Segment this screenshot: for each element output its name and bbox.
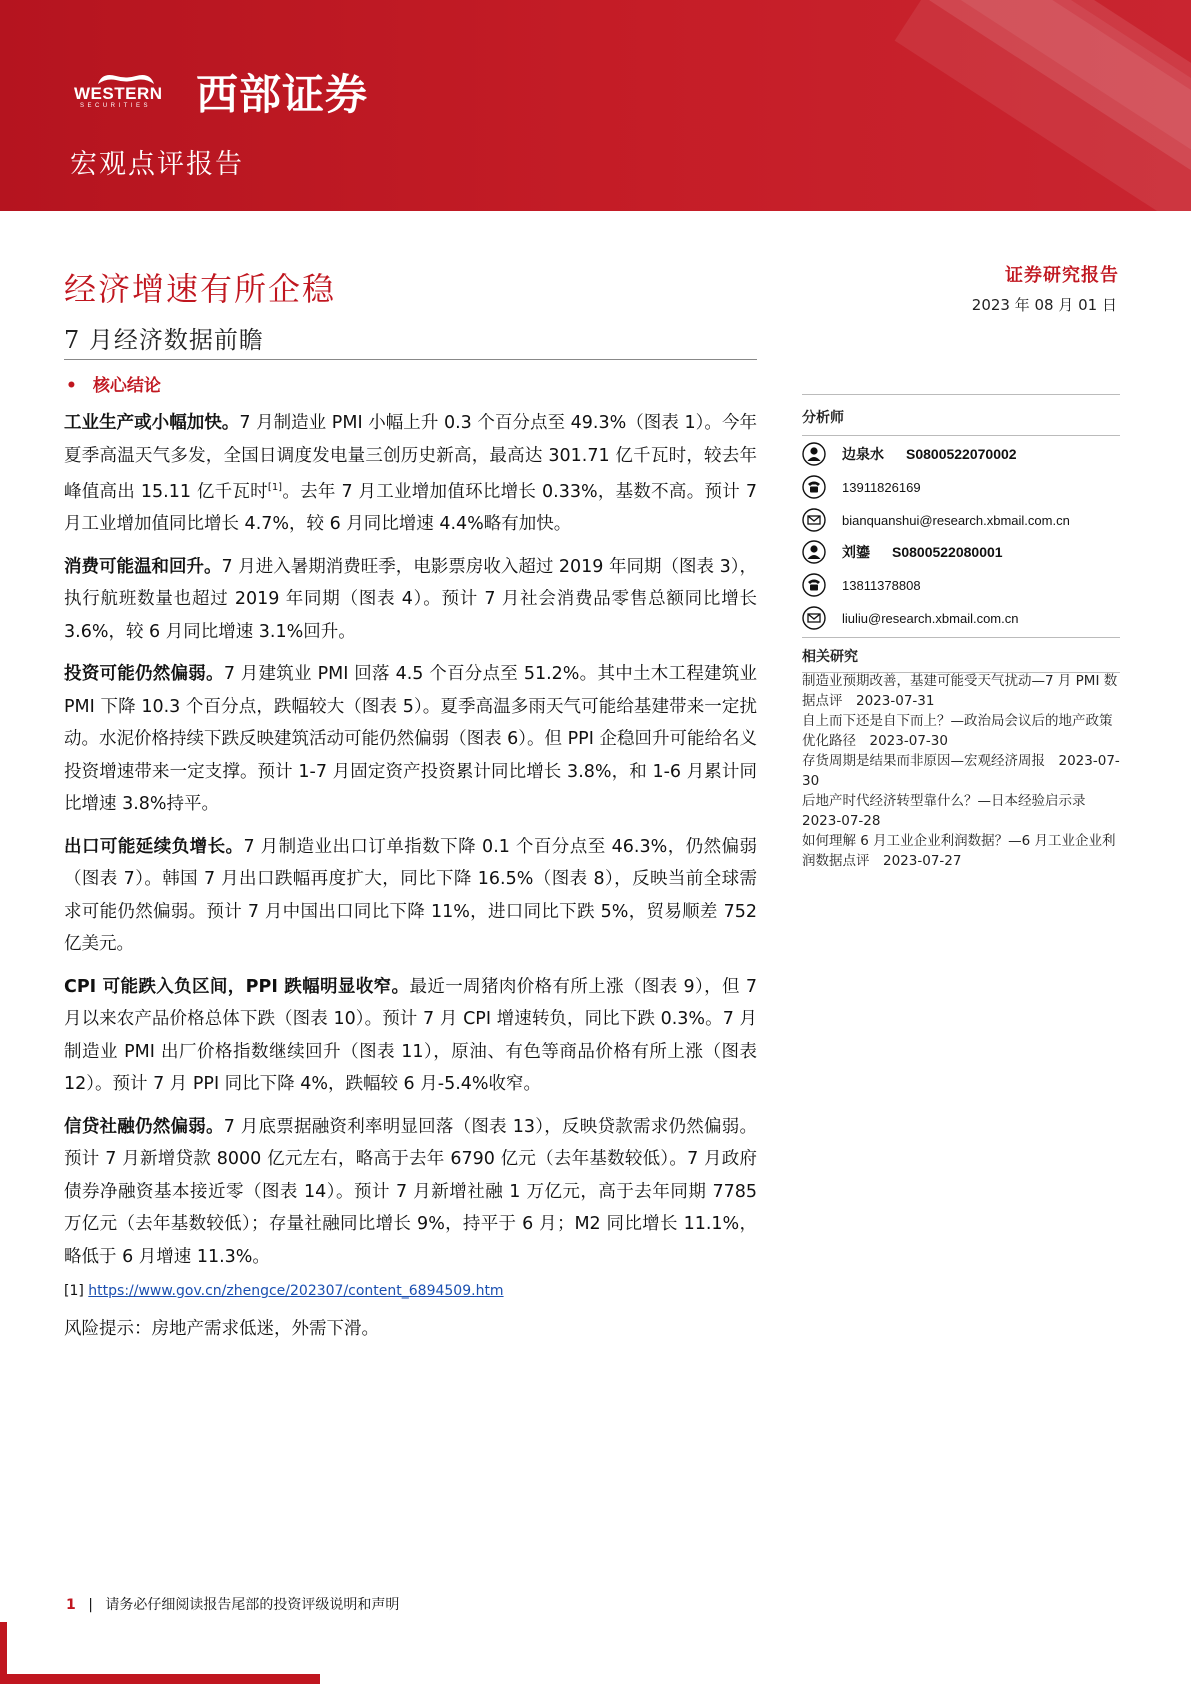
related-research-header — [802, 637, 1120, 673]
related-research-list — [802, 671, 1120, 871]
paragraph-credit — [64, 1111, 757, 1274]
report-body — [64, 407, 757, 1340]
footnote-ref[interactable]: [1] — [267, 482, 283, 493]
logo-english: WESTERN — [74, 84, 163, 103]
page-number: 1 — [66, 1597, 76, 1613]
analyst-license: S0800522070002 — [906, 446, 1017, 462]
analysts-section — [802, 394, 1120, 436]
paragraph-text: 7 月制造业 PMI 小幅上升 0.3 个百分点至 49.3%（图表 1）。今年夏季高温天气多发，全国日调度发电量三创历史新高，最高达 301.71 亿千瓦时，较去年峰值高出 15.11 亿千瓦时 — [64, 413, 757, 502]
paragraph-lead: 工业生产或小幅加快。 — [64, 413, 240, 433]
analyst-phone: 13811378808 — [842, 577, 921, 593]
footnote — [64, 1283, 757, 1299]
analyst-name-row — [802, 537, 1003, 567]
paragraph-lead: 信贷社融仍然偏弱。 — [64, 1116, 224, 1137]
company-logo — [74, 62, 404, 119]
footnote-link[interactable]: https://www.gov.cn/zhengce/202307/content_6894509.htm — [88, 1283, 504, 1300]
paragraph-exports — [64, 831, 757, 961]
banner-stripe — [895, 0, 1191, 211]
page-title: 经济增速有所企稳 — [64, 270, 337, 308]
analyst-email[interactable]: bianquanshui@research.xbmail.com.cn — [842, 512, 1070, 528]
paragraph-lead: CPI 可能跌入负区间，PPI 跌幅明显收窄。 — [64, 976, 410, 997]
paragraph-lead: 出口可能延续负增长。 — [64, 836, 244, 857]
paragraph-industry — [64, 407, 757, 541]
paragraph-prices — [64, 971, 757, 1101]
related-research-item[interactable]: 后地产时代经济转型靠什么？—日本经验启示录 2023-07-28 — [802, 793, 1099, 829]
core-conclusion-heading — [66, 371, 161, 396]
report-date: 2023 年 08 月 01 日 — [971, 296, 1117, 314]
report-tag: 证券研究报告 — [1005, 265, 1119, 286]
footnote-mark: [1] — [64, 1283, 84, 1300]
paragraph-text: 7 月底票据融资利率明显回落（图表 13），反映贷款需求仍然偏弱。预计 7 月新增贷款 8000 亿元左右，略高于去年 6790 亿元（去年基数较低）。7 月政府债券净融资基本接近零（图表 14）。预计 7 月新增社融 1 万亿元，高于去年同期 7785 万亿元（去年基数较低）；存量社融同比增长 9%，持平于 6 月；M2 同比增长 11.1%，略低于 6 月增速 11.3%。 — [64, 1116, 758, 1267]
phone-icon — [802, 475, 826, 499]
phone-icon — [802, 573, 826, 597]
title-divider — [64, 359, 757, 360]
core-conclusion-label: 核心结论 — [92, 376, 161, 396]
analyst-name: 刘鎏 — [842, 544, 870, 560]
paragraph-lead: 投资可能仍然偏弱。 — [64, 664, 224, 685]
section-divider — [802, 637, 1120, 638]
paragraph-text: 7 月进入暑期消费旺季，电影票房收入超过 2019 年同期（图表 3），执行航班数量也超过 2019 年同期（图表 4）。预计 7 月社会消费品零售总额同比增长 3.6%，较 6 月同比增速 3.1%回升。 — [64, 556, 757, 642]
related-research-item[interactable]: 存货周期是结果而非原因—宏观经济周报 2023-07-30 — [802, 753, 1120, 789]
footer-separator: | — [88, 1597, 93, 1613]
page-footer — [66, 1594, 399, 1614]
header-banner — [0, 0, 1191, 211]
report-type: 宏观点评报告 — [70, 149, 244, 180]
paragraph-text: 。去年 7 月工业增加值环比增长 0.33%，基数不高。预计 7 月工业增加值同比增长 4.7%，较 6 月同比增速 4.4%略有加快。 — [64, 481, 757, 535]
analysts-title: 分析师 — [802, 410, 844, 426]
paragraph-investment — [64, 658, 757, 821]
paragraph-text: 7 月建筑业 PMI 回落 4.5 个百分点至 51.2%。其中土木工程建筑业 PMI 下降 10.3 个百分点，跌幅较大（图表 5）。夏季高温多雨天气可能给基建带来一定扰动。水泥价格持续下跌反映建筑活动可能仍然偏弱（图表 6）。但 PPI 企稳回升可能给名义投资增速带来一定支撑。预计 1-7 月固定资产投资累计同比增长 3.8%，和 1-6 月累计同比增速 3.8%持平。 — [64, 664, 757, 815]
corner-accent — [0, 1674, 320, 1684]
person-icon — [802, 442, 826, 466]
bullet-icon: • — [66, 376, 77, 396]
related-research-item[interactable]: 自上而下还是自下而上？—政治局会议后的地产政策优化路径 2023-07-30 — [802, 713, 1113, 749]
related-research-item[interactable]: 制造业预期改善，基建可能受天气扰动—7 月 PMI 数据点评 2023-07-31 — [802, 673, 1118, 709]
paragraph-consumption — [64, 551, 757, 649]
paragraph-lead: 消费可能温和回升。 — [64, 556, 222, 577]
risk-warning: 风险提示：房地产需求低迷，外需下滑。 — [64, 1319, 379, 1340]
logo-subtitle: SECURITIES — [80, 103, 152, 109]
analyst-email[interactable]: liuliu@research.xbmail.com.cn — [842, 610, 1019, 626]
related-research-title: 相关研究 — [802, 649, 858, 665]
analyst-name: 边泉水 — [842, 446, 884, 462]
page-subtitle: 7 月经济数据前瞻 — [64, 326, 264, 354]
analyst-phone: 13911826169 — [842, 479, 921, 495]
analyst-phone-row — [802, 472, 921, 502]
analyst-license: S0800522080001 — [892, 544, 1003, 560]
section-divider — [802, 435, 1120, 436]
mail-icon — [802, 508, 826, 532]
person-icon — [802, 540, 826, 564]
analyst-phone-row — [802, 570, 921, 600]
analyst-email-row — [802, 505, 1070, 535]
paragraph-text: 最近一周猪肉价格有所上涨（图表 9），但 7 月以来农产品价格总体下跌（图表 10）。预计 7 月 CPI 增速转负，同比下跌 0.3%。7 月制造业 PMI 出厂价格指数继续回升（图表 11），原油、有色等商品价格有所上涨（图表 12）。预计 7 月 PPI 同比下降 4%，跌幅较 6 月-5.4%收窄。 — [64, 976, 757, 1095]
paragraph-text: 7 月制造业出口订单指数下降 0.1 个百分点至 46.3%，仍然偏弱（图表 7）。韩国 7 月出口跌幅再度扩大，同比下降 16.5%（图表 8），反映当前全球需求可能仍然偏弱。预计 7 月中国出口同比下降 11%，进口同比下跌 5%，贸易顺差 752 亿美元。 — [64, 836, 757, 955]
analyst-name-row — [802, 439, 1017, 469]
logo-chinese: 西部证券 — [196, 70, 369, 119]
mail-icon — [802, 606, 826, 630]
related-research-item[interactable]: 如何理解 6 月工业企业利润数据？—6 月工业企业利润数据点评 2023-07-27 — [802, 833, 1116, 869]
analyst-email-row — [802, 603, 1018, 633]
footer-notice: 请务必仔细阅读报告尾部的投资评级说明和声明 — [105, 1597, 400, 1613]
section-divider — [802, 394, 1120, 395]
